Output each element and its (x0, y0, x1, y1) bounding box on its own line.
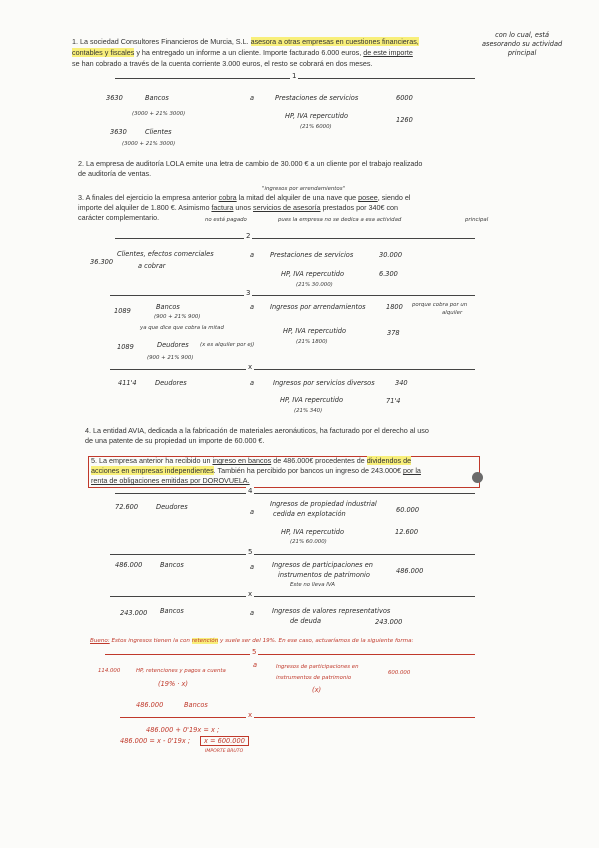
exercise-1-text: y ha entregado un informe a un cliente. Importe facturado 6.000 euros, (134, 48, 364, 57)
journal-4-credit-account: Ingresos de propiedad industrial (270, 500, 377, 508)
journal-2-debit-account: Clientes, efectos comerciales (117, 250, 214, 258)
highlight-text: dividendos de (366, 456, 412, 465)
journal-3-credit-amount: 1800 (386, 303, 403, 311)
journal-3-debit2-calc: (900 + 21% 900) (147, 355, 194, 361)
journal-1-credit-amount: 6000 (396, 94, 413, 102)
journal-x-credit2-calc: (21% 340) (294, 408, 323, 414)
underlined-text: cobra (218, 193, 237, 202)
journal-5b-credit-account: Ingresos de participaciones en (276, 664, 359, 670)
journal-5-credit-note: Este no lleva IVA (290, 582, 335, 588)
journal-3-credit2-amount: 378 (387, 329, 400, 337)
journal-5b-debit2-amount: 486.000 (136, 701, 164, 709)
separator-number: x (248, 590, 253, 598)
journal-x2-credit-account: Ingresos de valores representativos (272, 607, 391, 615)
journal-1-debit-calc: (3000 + 21% 3000) (132, 111, 186, 117)
calc-line-2: 486.000 = x - 0'19x ; (120, 737, 191, 745)
journal-5b-debit-account: HP, retenciones y pagos a cuenta (136, 668, 226, 674)
journal-5-credit-amount: 486.000 (396, 567, 424, 575)
exercise-5: 5. La empresa anterior ha recibido un ingreso en bancos de 486.000€ procedentes de dividendos de acciones en empresas independientes. También ha percibido por bancos un ingreso de 243.000€ por la renta de obligaciones emitidas por DOROVUELA. (91, 456, 421, 485)
journal-separator (110, 554, 475, 555)
underlined-text: por la (402, 466, 421, 475)
journal-a: a (250, 508, 255, 516)
journal-2-credit-amount: 30.000 (379, 251, 403, 259)
underlined-text: servicios de asesoría (253, 203, 321, 212)
journal-4-credit2-calc: (21% 60.000) (290, 539, 327, 545)
journal-5b-debit2-account: Bancos (184, 701, 208, 709)
underlined-text: renta de obligaciones emitidas por DOROVUELA. (91, 476, 250, 485)
journal-2-debit-amount: 36.300 (90, 258, 114, 266)
journal-3-credit2-calc: (21% 1800) (296, 339, 328, 345)
note-principal: principal (465, 217, 489, 223)
journal-x-credit-account: Ingresos por servicios diversos (273, 379, 375, 387)
journal-2-debit-account-cont: a cobrar (138, 262, 166, 270)
journal-separator (120, 717, 475, 718)
journal-3-debit-calc: (900 + 21% 900) (154, 314, 201, 320)
exercise-2: 2. La empresa de auditoría LOLA emite una letra de cambio de 30.000 € a un cliente por el trabajo realizado de auditoría de ventas. (78, 159, 423, 178)
highlight-text: acciones en empresas independientes (91, 466, 214, 475)
journal-x2-credit-account-cont: de deuda (290, 617, 321, 625)
journal-5-debit-account: Bancos (160, 561, 184, 569)
journal-a: a (250, 251, 255, 259)
margin-note-1: con lo cual, está asesorando su actividad principal (482, 31, 563, 57)
note-ingresos-arrendamientos: "ingresos por arrendamientos" (262, 186, 346, 192)
highlight-text: contables y fiscales (72, 48, 135, 57)
exercise-1-num: 1. (72, 37, 78, 46)
separator-number: 4 (248, 487, 253, 495)
journal-separator (115, 238, 475, 239)
separator-number: 1 (292, 72, 297, 80)
calc-result-boxed: x = 600.000 (200, 736, 249, 746)
journal-1-credit2-account: HP, IVA repercutido (285, 112, 348, 120)
calc-label: IMPORTE BRUTO (205, 749, 244, 754)
highlight-text: asesora a otras empresas en cuestiones financieras, (250, 37, 419, 46)
separator-number: 5 (248, 548, 253, 556)
note-actividad: pues la empresa no se dedica a esa actividad (278, 217, 402, 223)
journal-a: a (250, 379, 255, 387)
journal-5-credit-account: Ingresos de participaciones en (272, 561, 373, 569)
journal-3-note: ya que dice que cobra la mitad (140, 325, 224, 331)
journal-3-debit2-account: Deudores (157, 341, 189, 349)
journal-x-credit2-amount: 71'4 (386, 397, 401, 405)
journal-a: a (250, 94, 255, 102)
journal-1-debit2-calc: (3000 + 21% 3000) (122, 141, 176, 147)
journal-4-credit2-amount: 12.600 (395, 528, 419, 536)
exercise-1-text: se han cobrado a través de la cuenta corriente 3.000 euros, el resto se cobrará en dos meses. (72, 59, 373, 68)
exercise-3: 3. A finales del ejercicio la empresa anterior cobra la mitad del alquiler de una nave que posee, siendo el importe del alquiler de 1.800 €. Asimismo factura unos servicios de asesoría prestados por 340€ con carácter complementario. (78, 193, 411, 222)
journal-1-credit2-amount: 1260 (396, 116, 413, 124)
journal-1-credit2-calc: (21% 6000) (300, 124, 332, 130)
note-no-pagado: no está pagado (205, 217, 247, 223)
separator-number: x (248, 711, 253, 719)
journal-4-credit-account-cont: cedida en explotación (273, 510, 346, 518)
journal-1-debit2-amount: 3630 (110, 128, 127, 136)
journal-x-debit-account: Deudores (155, 379, 187, 387)
journal-5-debit-amount: 486.000 (115, 561, 143, 569)
journal-5b-credit-account-cont: instrumentos de patrimonio (276, 675, 352, 681)
journal-a: a (250, 303, 255, 311)
journal-separator (110, 596, 475, 597)
journal-separator (110, 369, 475, 370)
journal-a: a (250, 563, 255, 571)
journal-3-debit-account: Bancos (156, 303, 180, 311)
journal-4-debit-amount: 72.600 (115, 503, 139, 511)
journal-3-credit2-account: HP, IVA repercutido (283, 327, 346, 335)
journal-5b-credit-x: (x) (312, 686, 322, 694)
pen-mark (472, 472, 483, 483)
journal-3-debit2-amount: 1089 (117, 343, 134, 351)
underlined-text: de este importe (363, 48, 413, 57)
journal-5b-debit-amount: 114.000 (98, 668, 121, 674)
separator-number: 2 (246, 232, 251, 240)
separator-number: 3 (246, 289, 251, 297)
exercise-1-text: La sociedad Consultores Financieros de Murcia, S.L. (80, 37, 251, 46)
journal-a: a (253, 661, 258, 669)
journal-a: a (250, 609, 255, 617)
journal-5b-credit-amount: 600.000 (388, 670, 411, 676)
journal-x2-debit-amount: 243.000 (120, 609, 148, 617)
journal-separator (105, 654, 475, 655)
journal-4-credit2-account: HP, IVA repercutido (281, 528, 344, 536)
underlined-text: ingreso en bancos (212, 456, 272, 465)
journal-1-credit-account: Prestaciones de servicios (275, 94, 359, 102)
journal-2-credit2-calc: (21% 30.000) (296, 282, 333, 288)
journal-x-credit-amount: 340 (395, 379, 408, 387)
journal-x2-credit-amount: 243.000 (375, 618, 403, 626)
journal-3-debit-amount: 1089 (114, 307, 131, 315)
separator-number: x (248, 363, 253, 371)
journal-1-debit-account: Bancos (145, 94, 169, 102)
underlined-text: posee (358, 193, 378, 202)
journal-separator (110, 295, 475, 296)
journal-2-credit-account: Prestaciones de servicios (270, 251, 354, 259)
separator-number: 5 (252, 648, 257, 656)
journal-3-credit-account: Ingresos por arrendamientos (270, 303, 366, 311)
journal-5-credit-account-cont: instrumentos de patrimonio (278, 571, 370, 579)
underlined-text: factura (211, 203, 234, 212)
highlight-text: retención (191, 638, 219, 644)
journal-4-credit-amount: 60.000 (396, 506, 420, 514)
journal-1-debit2-account: Clientes (145, 128, 172, 136)
retention-note: Bueno: Estos ingresos tienen la con retención y suele ser del 19%. En ese caso, actuaríamos de la siguiente forma: (90, 638, 414, 644)
journal-x2-debit-account: Bancos (160, 607, 184, 615)
journal-x-debit-amount: 411'4 (118, 379, 137, 387)
journal-4-debit-account: Deudores (156, 503, 188, 511)
journal-3-credit-note: porque cobra por un alquiler (412, 302, 468, 316)
exercise-1 (72, 37, 482, 69)
exercise-4: 4. La entidad AVIA, dedicada a la fabricación de materiales aeronáuticos, ha facturado por el derecho al uso de una patente de su propiedad un importe de 60.000 €. (85, 426, 429, 445)
journal-5b-debit-calc: (19% · x) (158, 680, 188, 688)
journal-2-credit2-amount: 6.300 (379, 270, 398, 278)
journal-3-debit2-note: (x es alquiler por ej) (200, 342, 255, 348)
journal-x-credit2-account: HP, IVA repercutido (280, 396, 343, 404)
journal-2-credit2-account: HP, IVA repercutido (281, 270, 344, 278)
journal-1-debit-amount: 3630 (106, 94, 123, 102)
calc-line-1: 486.000 + 0'19x = x ; (146, 726, 220, 734)
journal-separator (115, 493, 475, 494)
